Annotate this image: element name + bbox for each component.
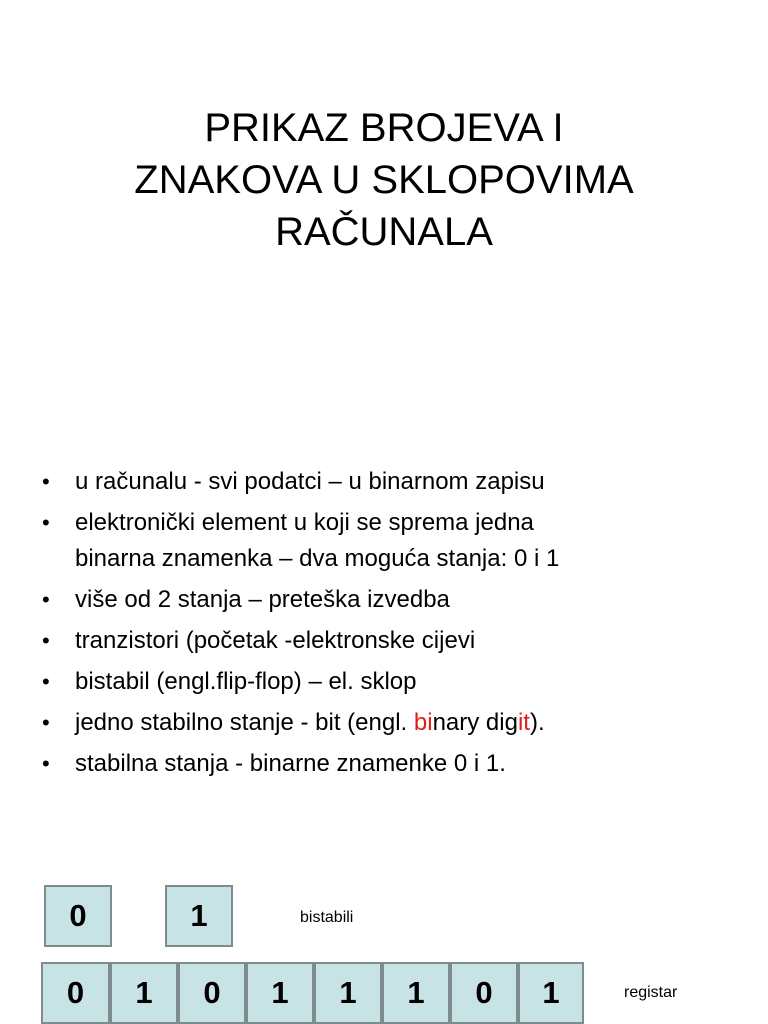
bullet-item xyxy=(40,705,730,741)
bullet-dot: • xyxy=(42,587,50,612)
bullet-item xyxy=(40,664,730,700)
registar-label: registar xyxy=(624,984,678,1001)
title-line-2: ZNAKOVA U SKLOPOVIMA xyxy=(134,158,634,202)
bistabil-cell: 0 xyxy=(44,885,112,947)
bullet-dot: • xyxy=(42,510,50,535)
bullet-item xyxy=(40,746,730,782)
register-cell: 1 xyxy=(314,962,382,1024)
bullet-dot: • xyxy=(42,628,50,653)
bullet-text: više od 2 stanja – preteška izvedba xyxy=(75,586,450,613)
bistabili-label: bistabili xyxy=(300,909,354,926)
bullet-item xyxy=(40,623,730,659)
bullet-dot: • xyxy=(42,710,50,735)
bit-highlight-it: it xyxy=(517,709,530,736)
title-line-3: RAČUNALA xyxy=(275,210,493,254)
bullet-text: tranzistori (početak -elektronske cijevi xyxy=(75,627,476,654)
bullet-item xyxy=(40,582,730,618)
register-cell: 1 xyxy=(110,962,178,1024)
register-cell: 0 xyxy=(41,962,110,1024)
register-cell: 1 xyxy=(246,962,314,1024)
bullet-text xyxy=(75,709,545,736)
register-cell: 1 xyxy=(518,962,584,1024)
register-cell: 0 xyxy=(178,962,246,1024)
bullet-text: bistabil (engl.flip-flop) – el. sklop xyxy=(75,668,417,695)
bullet-text-line-2: binarna znamenka – dva moguća stanja: 0 i 1 xyxy=(75,545,560,572)
bit-text-mid: nary dig xyxy=(432,709,518,736)
register-cell: 0 xyxy=(450,962,518,1024)
bit-highlight-bi: bi xyxy=(413,709,433,736)
bit-text-post: ). xyxy=(529,709,545,736)
bullet-dot: • xyxy=(42,469,50,494)
bullet-item xyxy=(40,505,730,577)
bullet-dot: • xyxy=(42,669,50,694)
bit-text-pre: jedno stabilno stanje - bit (engl. xyxy=(75,709,414,736)
title-line-1: PRIKAZ BROJEVA I xyxy=(204,106,564,150)
slide-title xyxy=(40,102,728,258)
bistabil-cell: 1 xyxy=(165,885,233,947)
register-cell: 1 xyxy=(382,962,450,1024)
bullet-list xyxy=(40,464,730,787)
bullet-text: stabilna stanja - binarne znamenke 0 i 1. xyxy=(75,750,506,777)
bullet-text: u računalu - svi podatci – u binarnom zapisu xyxy=(75,468,545,495)
bullet-dot: • xyxy=(42,751,50,776)
bullet-text-line-1: elektronički element u koji se sprema jedna xyxy=(75,509,534,536)
bullet-item xyxy=(40,464,730,500)
